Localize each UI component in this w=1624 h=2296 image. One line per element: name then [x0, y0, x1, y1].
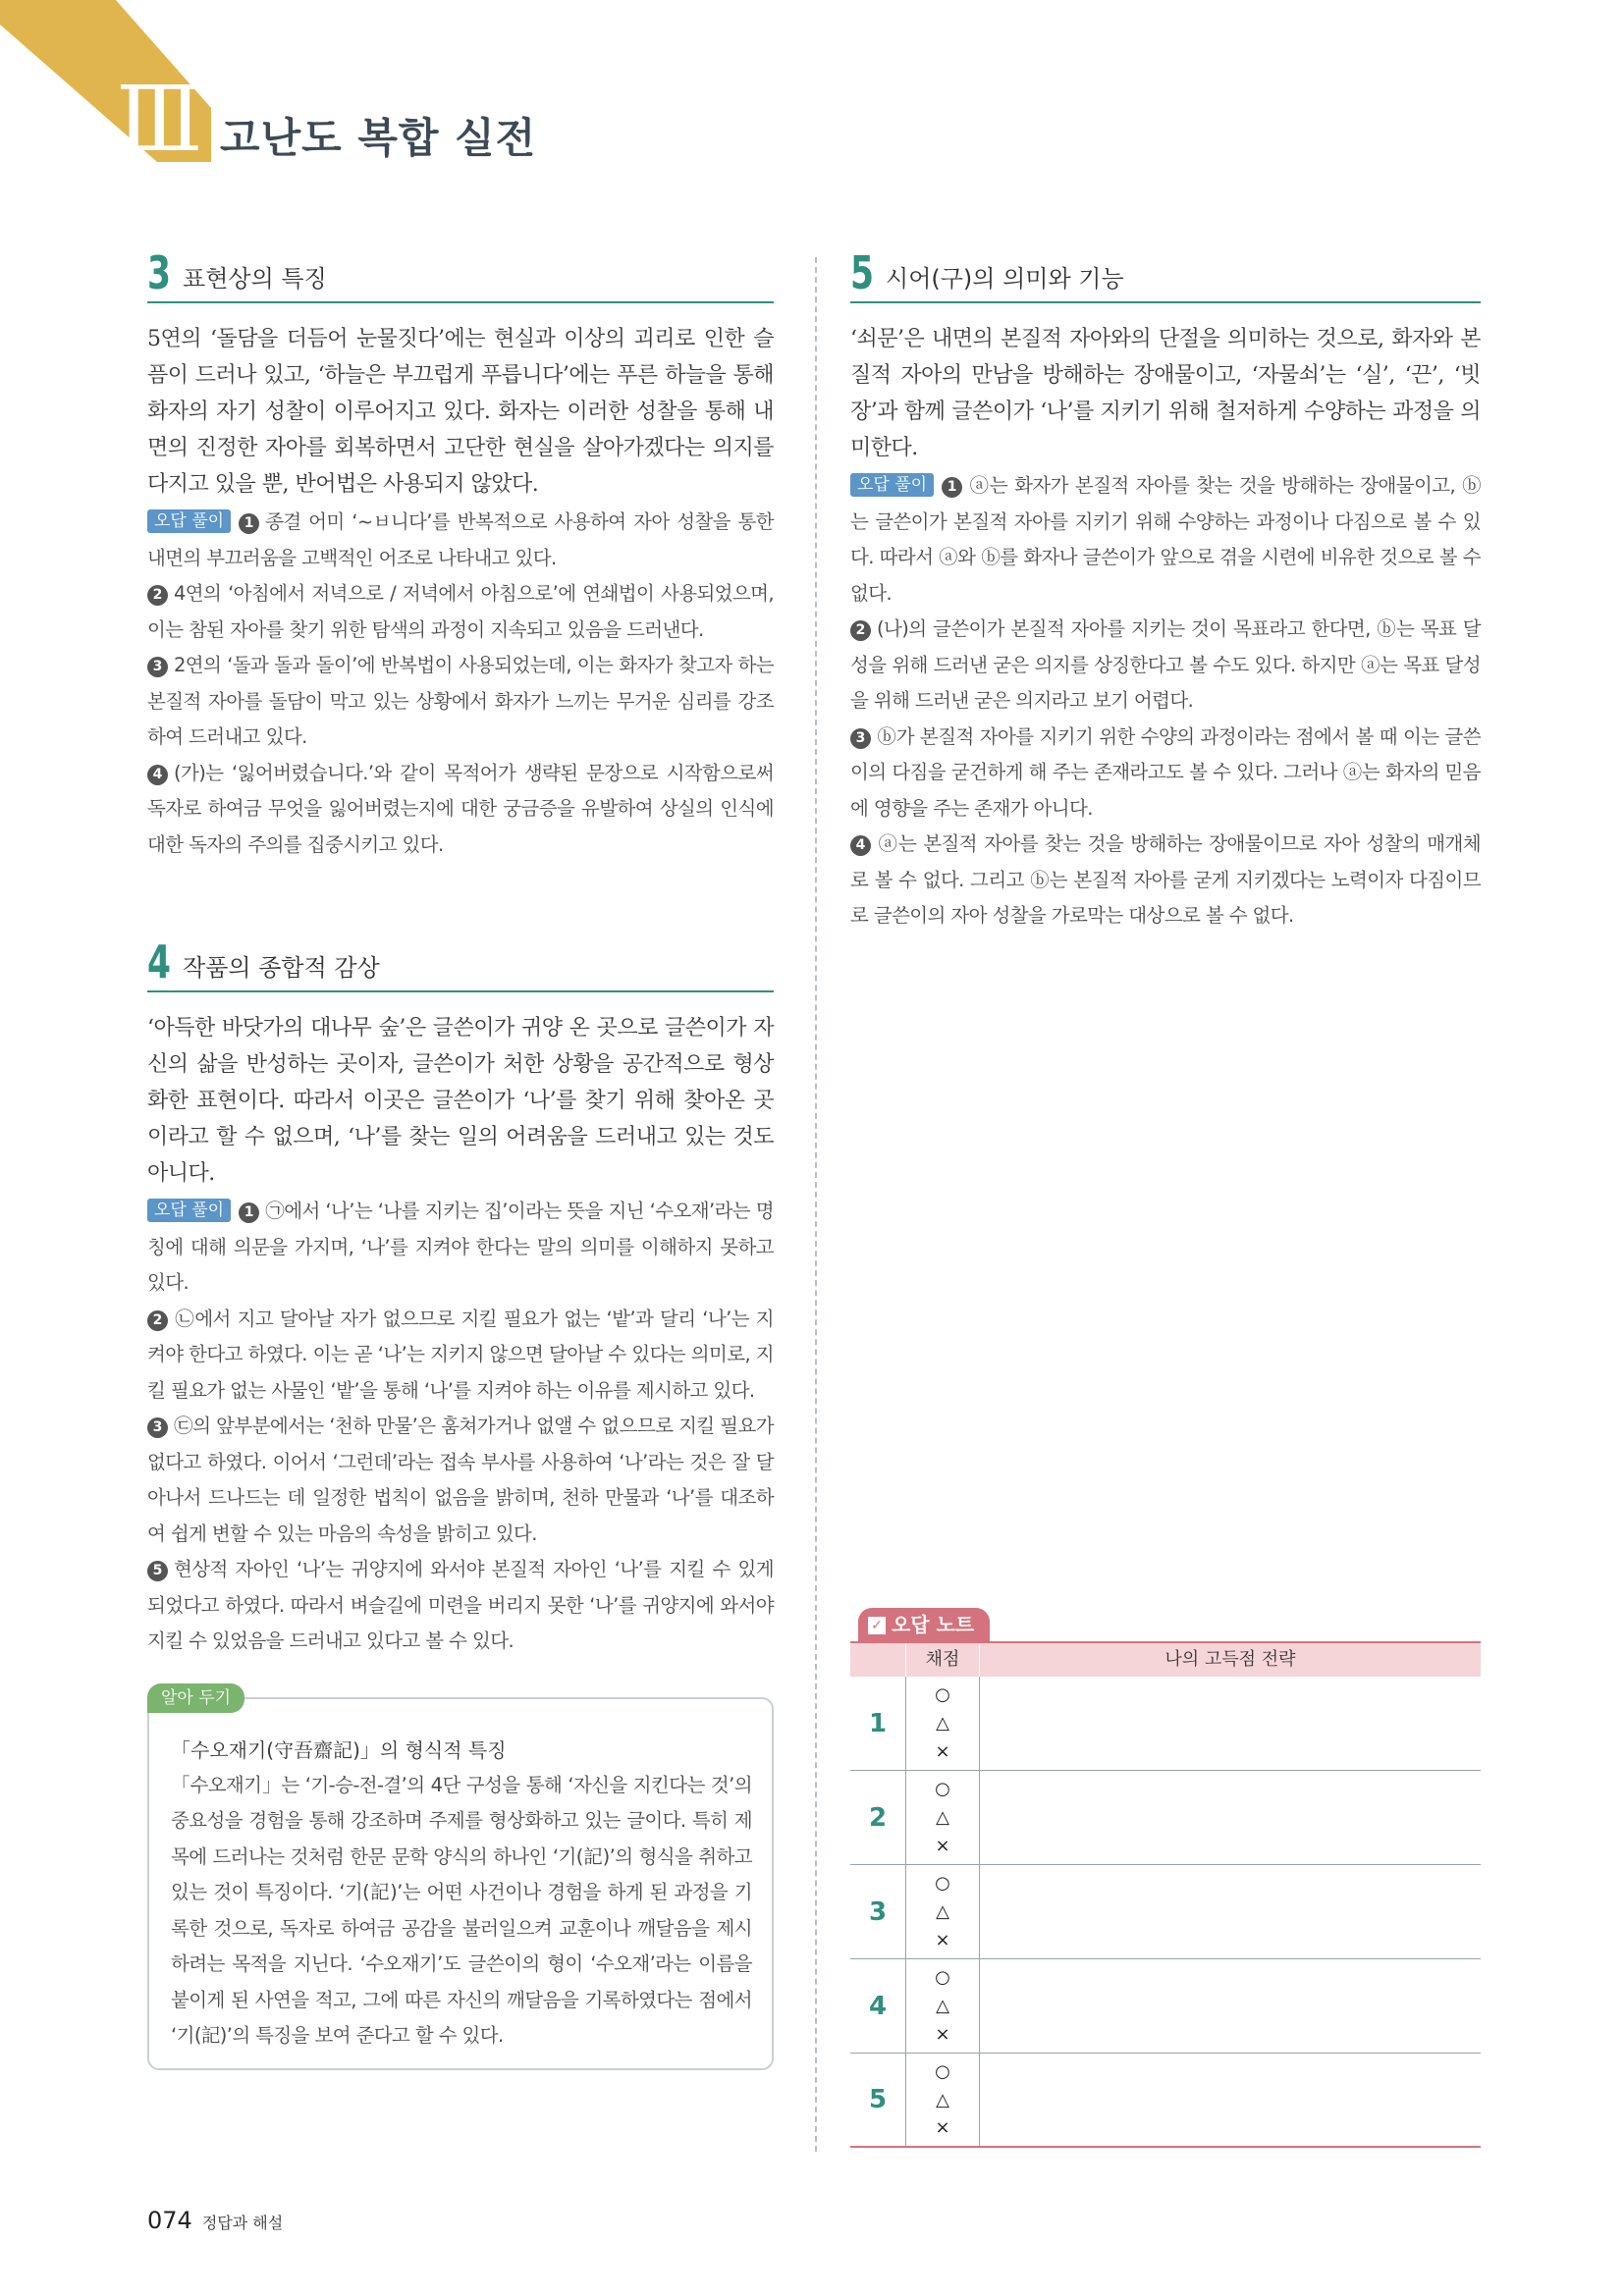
strategy-cell[interactable] — [980, 1865, 1481, 1958]
wrong-answer-explanations — [850, 468, 1481, 934]
circled-number: 5 — [147, 1561, 168, 1581]
explanation-item: 현상적 자아인 ‘나’는 귀양지에 와서야 본질적 자아인 ‘나’를 지킬 수 있게 되었다고 하였다. 따라서 벼슬길에 미련을 버리지 못한 ‘나’를 귀양지에 와서야 지킬 수 있었음을 드러내고 있다고 볼 수 있다. — [147, 1558, 774, 1652]
circled-number: 1 — [942, 477, 962, 498]
section-title: 작품의 종합적 감상 — [183, 954, 380, 982]
explanation-item: ㉠에서 ‘나’는 ‘나를 지키는 집’이라는 뜻을 지닌 ‘수오재’라는 명칭에 대해 의문을 가지며, ‘나’를 지켜야 한다는 말의 의미를 이해하지 못하고 있다. — [147, 1200, 774, 1294]
section-4 — [147, 935, 774, 2070]
part-title: 고난도 복합 실전 — [220, 114, 537, 162]
header-strategy: 나의 고득점 전략 — [1164, 1649, 1296, 1670]
cross-mark[interactable]: × — [935, 2117, 950, 2139]
circled-number: 2 — [147, 1310, 168, 1331]
question-number: 5 — [868, 2085, 888, 2114]
explanation-text: 5연의 ‘돌담을 더듬어 눈물짓다’에는 현실과 이상의 괴리로 인한 슬픔이 드러나 있고, ‘하늘은 부끄럽게 푸릅니다’에는 푸른 하늘을 통해 화자의 자기 성찰이 이루어지고 있다. 화자는 이러한 성찰을 통해 내면의 진정한 자아를 회복하면서 고단한 현실을 살아가겠다는 의지를 다지고 있을 뿐, 반어법은 사용되지 않았다. — [147, 327, 774, 497]
circled-number: 3 — [147, 657, 168, 677]
question-number: 1 — [868, 1708, 888, 1738]
explanation-item: ㉡에서 지고 달아날 자가 없으므로 지킬 필요가 없는 ‘밭’과 달리 ‘나’는 지켜야 한다고 하였다. 이는 곧 ‘나’는 지키지 않으면 달아날 수 있다는 의미로, 지킬 필요가 없는 사물인 ‘밭’을 통해 ‘나’를 지켜야 하는 이유를 제시하고 있다. — [147, 1307, 774, 1402]
explanation-item: ⓑ가 본질적 자아를 지키기 위한 수양의 과정이라는 점에서 볼 때 이는 글쓴이의 다짐을 굳건하게 해 주는 존재라고도 볼 수 있다. 그러나 ⓐ는 화자의 믿음에 영향을 주는 존재가 아니다. — [850, 724, 1481, 820]
explanation-text: ‘쇠문’은 내면의 본질적 자아와의 단절을 의미하는 것으로, 화자와 본질적 자아의 만남을 방해하는 장애물이고, ‘자물쇠’는 ‘실’, ‘끈’, ‘빗장’과 함께 글쓴이가 ‘나’를 지키기 위해 철저하게 수양하는 과정을 의미한다. — [850, 327, 1481, 460]
note-tab — [858, 1608, 990, 1641]
wrong-answer-badge: 오답 풀이 — [147, 1199, 231, 1222]
note-table-header — [850, 1641, 1481, 1677]
page-number: 074 — [147, 2207, 192, 2234]
triangle-mark[interactable]: △ — [936, 1901, 949, 1922]
page-label: 정답과 해설 — [201, 2214, 284, 2232]
circled-number: 2 — [147, 585, 168, 606]
section-number: 5 — [850, 246, 875, 299]
strategy-cell[interactable] — [980, 2054, 1481, 2146]
cross-mark[interactable]: × — [935, 1741, 950, 1762]
section-title: 시어(구)의 의미와 기능 — [886, 265, 1124, 293]
wrong-answer-badge: 오답 풀이 — [147, 509, 231, 533]
wrong-answer-explanations — [147, 1194, 774, 1660]
circle-mark[interactable]: ○ — [935, 1873, 950, 1894]
cross-mark[interactable]: × — [935, 2024, 950, 2045]
circle-mark[interactable]: ○ — [935, 1684, 950, 1705]
circled-number: 3 — [147, 1417, 168, 1438]
section-number: 4 — [147, 935, 172, 988]
explanation-item: ㉢의 앞부분에서는 ‘천하 만물’은 훔쳐가거나 없앨 수 없으므로 지킬 필요가 없다고 하였다. 이어서 ‘그런데’라는 접속 부사를 사용하여 ‘나’라는 것은 잘 달아나서 드나드는 데 일정한 법칙이 없음을 밝히며, 천하 만물과 ‘나’를 대조하여 쉽게 변할 수 있는 마음의 속성을 밝히고 있다. — [147, 1415, 774, 1545]
note-row — [850, 1771, 1481, 1865]
note-row — [850, 1959, 1481, 2054]
note-table — [850, 1641, 1481, 2148]
explanation-item: 종결 어미 ‘~ㅂ니다’를 반복적으로 사용하여 자아 성찰을 통한 내면의 부끄러움을 고백적인 어조로 나타내고 있다. — [147, 510, 774, 569]
explanation-item: ⓐ는 화자가 본질적 자아를 찾는 것을 방해하는 장애물이고, ⓑ는 글쓴이가 본질적 자아를 지키기 위해 수양하는 과정이나 다짐으로 볼 수 있다. 따라서 ⓐ와 ⓑ를 화자나 글쓴이가 앞으로 겪을 시련에 비유한 것으로 볼 수 없다. — [850, 474, 1481, 605]
triangle-mark[interactable]: △ — [936, 2089, 949, 2110]
wrong-answer-badge: 오답 풀이 — [850, 473, 934, 497]
wrong-answer-explanations — [147, 505, 774, 863]
check-box-icon: ✓ — [868, 1617, 886, 1634]
circle-mark[interactable]: ○ — [935, 1779, 950, 1799]
circled-number: 1 — [239, 513, 259, 534]
right-column — [850, 246, 1481, 934]
score-marks — [905, 1771, 980, 1864]
strategy-cell[interactable] — [980, 1677, 1481, 1770]
strategy-cell[interactable] — [980, 1771, 1481, 1864]
column-divider — [815, 257, 817, 2152]
circle-mark[interactable]: ○ — [935, 1967, 950, 1988]
section-header — [850, 246, 1481, 303]
circled-number: 2 — [850, 620, 871, 641]
left-column — [147, 246, 774, 2070]
note-row — [850, 2054, 1481, 2148]
tip-body: 「수오재기」는 ‘기-승-전-결’의 4단 구성을 통해 ‘자신을 지킨다는 것’의 중요성을 경험을 통해 강조하며 주제를 형상화하고 있는 글이다. 특히 제목에 드러나는 것처럼 한문 문학 양식의 하나인 ‘기(記)’의 형식을 취하고 있는 것이 특징이다. ‘기(記)’는 어떤 사건이나 경험을 하게 된 과정을 기록한 것으로, 독자로 하여금 공감을 불러일으켜 교훈이나 깨달음을 제시하려는 목적을 지닌다. ‘수오재기’도 글쓴이의 형이 ‘수오재’라는 이름을 붙이게 된 사연을 적고, 그에 따른 자신의 깨달음을 기록하였다는 점에서 ‘기(記)’의 특징을 보여 준다고 할 수 있다. — [171, 1773, 752, 2047]
score-marks — [905, 1959, 980, 2053]
section-number: 3 — [147, 246, 172, 299]
triangle-mark[interactable]: △ — [936, 1807, 949, 1828]
question-number: 4 — [868, 1991, 888, 2021]
explanation-text: ‘아득한 바닷가의 대나무 숲’은 글쓴이가 귀양 온 곳으로 글쓴이가 자신의 삶을 반성하는 곳이자, 글쓴이가 처한 상황을 공간적으로 형상화한 표현이다. 따라서 이곳은 글쓴이가 ‘나’를 찾기 위해 찾아온 곳이라고 할 수 없으며, ‘나’를 찾는 일의 어려움을 드러내고 있는 것도 아니다. — [147, 1016, 774, 1186]
part-number: Ⅲ — [116, 67, 199, 172]
score-marks — [905, 1677, 980, 1770]
explanation-item: (가)는 ‘잃어버렸습니다.’와 같이 목적어가 생략된 문장으로 시작함으로써 독자로 하여금 무엇을 잃어버렸는지에 대한 궁금증을 유발하여 상실의 인식에 대한 독자의 주의를 집중시키고 있다. — [147, 761, 774, 856]
question-number: 3 — [868, 1896, 888, 1927]
strategy-cell[interactable] — [980, 1959, 1481, 2053]
cross-mark[interactable]: × — [935, 1836, 950, 1856]
cross-mark[interactable]: × — [935, 1930, 950, 1950]
explanation-item: (나)의 글쓴이가 본질적 자아를 지키는 것이 목표라고 한다면, ⓑ는 목표 달성을 위해 드러낸 굳은 의지를 상징한다고 볼 수도 있다. 하지만 ⓐ는 목표 달성을 위해 드러낸 굳은 의지라고 보기 어렵다. — [850, 617, 1481, 712]
explanation-item: 2연의 ‘돌과 돌과 돌이’에 반복법이 사용되었는데, 이는 화자가 찾고자 하는 본질적 자아를 돌담이 막고 있는 상황에서 화자가 느끼는 무거운 심리를 강조하여 드러내고 있다. — [147, 654, 774, 748]
note-tab-label: 오답 노트 — [892, 1613, 975, 1636]
circle-mark[interactable]: ○ — [935, 2060, 950, 2082]
tip-box — [147, 1687, 774, 2070]
explanation-item: 4연의 ‘아침에서 저녁으로 / 저녁에서 아침으로’에 연쇄법이 사용되었으며, 이는 참된 자아를 찾기 위한 탐색의 과정이 지속되고 있음을 드러낸다. — [147, 582, 774, 641]
tip-tab: 알아 두기 — [147, 1683, 244, 1713]
circled-number: 4 — [147, 765, 168, 785]
section-title: 표현상의 특징 — [183, 265, 327, 293]
section-header — [147, 246, 774, 303]
triangle-mark[interactable]: △ — [936, 1996, 949, 2016]
header-blank — [850, 1643, 905, 1677]
triangle-mark[interactable]: △ — [936, 1713, 949, 1734]
header-score: 채점 — [905, 1643, 980, 1677]
note-row — [850, 1677, 1481, 1771]
circled-number: 4 — [850, 835, 871, 856]
page-footer — [147, 2207, 283, 2234]
score-marks — [905, 2054, 980, 2146]
section-header — [147, 935, 774, 992]
circled-number: 3 — [850, 728, 871, 749]
note-row — [850, 1865, 1481, 1959]
explanation-item: ⓐ는 본질적 자아를 찾는 것을 방해하는 장애물이므로 자아 성찰의 매개체로 볼 수 없다. 그리고 ⓑ는 본질적 자아를 굳게 지키겠다는 노력이자 다짐이므로 글쓴이의 자아 성찰을 가로막는 대상으로 볼 수 없다. — [850, 832, 1481, 927]
circled-number: 1 — [239, 1202, 259, 1223]
question-number: 2 — [868, 1802, 888, 1833]
tip-title: 「수오재기(守吾齋記)」의 형식적 특징 — [171, 1737, 507, 1762]
section-5 — [850, 246, 1481, 934]
section-3 — [147, 246, 774, 863]
score-marks — [905, 1865, 980, 1958]
